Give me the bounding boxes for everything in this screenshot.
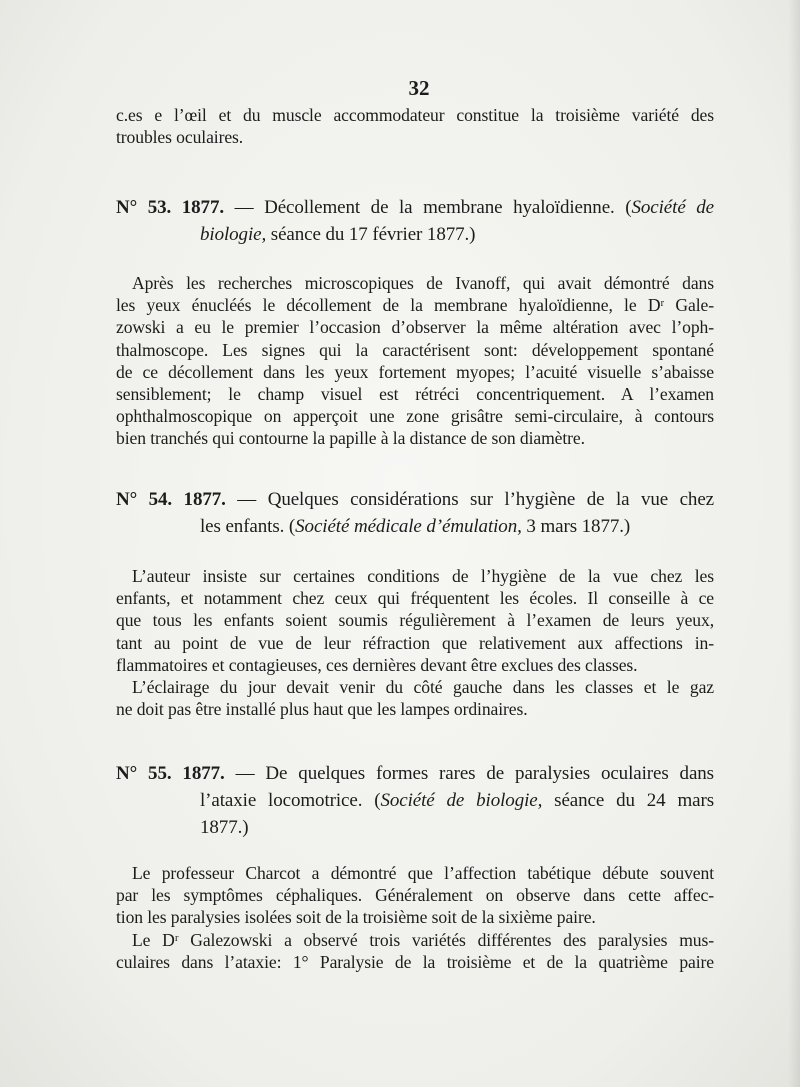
entry-source: biologie,: [200, 224, 267, 245]
entry-date: séance du 24 mars: [542, 790, 714, 811]
entry-55-heading: [116, 760, 714, 841]
text-line: L’auteur insiste sur certaines conditions de l’hygiène de la vue chez les: [132, 566, 714, 586]
entry-53-heading: [116, 194, 714, 248]
text-line: enfants, et notamment chez ceux qui fréquentent les écoles. Il conseille à ce: [116, 588, 714, 609]
entry-number: N° 54. 1877.: [116, 489, 226, 510]
text-line: zowski a eu le premier l’occasion d’observer la même altération avec l’oph-: [116, 317, 714, 338]
text-line: par les symptômes céphaliques. Généralement on observe dans cette affec-: [116, 885, 714, 906]
text-line: ophthalmoscopique on apperçoit une zone grisâtre semi-circulaire, à contours: [116, 406, 714, 427]
entry-source: Société de: [631, 197, 714, 218]
text-line: Après les recherches microscopiques de Ivanoff, qui avait démontré dans: [132, 273, 714, 293]
page-edge-shadow: [788, 0, 800, 1087]
entry-date: 3 mars 1877.): [521, 516, 631, 537]
heading-line: [116, 194, 714, 221]
entry-55-body: [116, 862, 714, 973]
entry-source: Société de biologie,: [380, 790, 543, 811]
entry-53-body: [116, 272, 714, 450]
intro-paragraph: [116, 104, 714, 148]
entry-title: — De quelques formes rares de paralysies oculaires dans: [224, 763, 714, 784]
text-line: Le Dʳ Galezowski a observé trois variétés différentes des paralysies mus-: [132, 929, 714, 950]
text-line: L’éclairage du jour devait venir du côté gauche dans les classes et le gaz: [132, 677, 714, 698]
entry-number: N° 55. 1877.: [116, 763, 225, 784]
text-line: Le professeur Charcot a démontré que l’affection tabétique débute souvent: [132, 863, 714, 883]
entry-title: — Décollement de la membrane hyaloïdienne. (: [224, 197, 632, 218]
heading-line: [116, 221, 714, 248]
entry-date: séance du 17 février 1877.): [266, 224, 476, 245]
text-line: sensiblement; le champ visuel est rétréci concentriquement. A l’examen: [116, 384, 714, 405]
heading-line: [116, 787, 714, 814]
entry-54-body: [116, 565, 714, 720]
heading-line: [116, 760, 714, 787]
entry-title: l’ataxie locomotrice. (: [200, 790, 381, 811]
text-line: troubles oculaires.: [116, 127, 244, 148]
entry-title: — Quelques considérations sur l’hygiène de la vue chez: [225, 489, 714, 510]
text-line: c.es e l’œil et du muscle accommodateur constitue la troisième variété des: [116, 105, 714, 125]
text-line: tion les paralysies isolées soit de la troisième soit de la sixième paire.: [116, 907, 596, 928]
text-line: tant au point de vue de leur réfraction que relativement aux affections in-: [116, 632, 714, 653]
text-line: thalmoscope. Les signes qui la caractérisent sont: développement spontané: [116, 339, 714, 360]
entry-source: Société médicale d’émulation,: [295, 516, 522, 537]
text-line: flammatoires et contagieuses, ces dernières devant être exclues des classes.: [116, 654, 638, 675]
text-line: les yeux énucléés le décollement de la membrane hyaloïdienne, le Dʳ Gale-: [116, 295, 714, 316]
text-line: que tous les enfants soient soumis régulièrement à l’examen de leurs yeux,: [116, 610, 714, 631]
text-line: de ce décollement dans les yeux fortement myopes; l’acuité visuelle s’abaisse: [116, 361, 714, 382]
entry-title: les enfants. (: [200, 516, 296, 537]
text-line: ne doit pas être installé plus haut que les lampes ordinaires.: [116, 699, 528, 720]
entry-54-heading: [116, 486, 714, 540]
heading-line: 1877.): [200, 817, 249, 838]
entry-number: N° 53. 1877.: [116, 197, 225, 218]
text-line: culaires dans l’ataxie: 1° Paralysie de la troisième et de la quatrième paire: [116, 951, 714, 972]
page-number: 32: [408, 76, 430, 100]
text-line: bien tranchés qui contourne la papille à la distance de son diamètre.: [116, 428, 585, 449]
heading-line: [116, 486, 714, 513]
heading-line: [116, 513, 714, 540]
